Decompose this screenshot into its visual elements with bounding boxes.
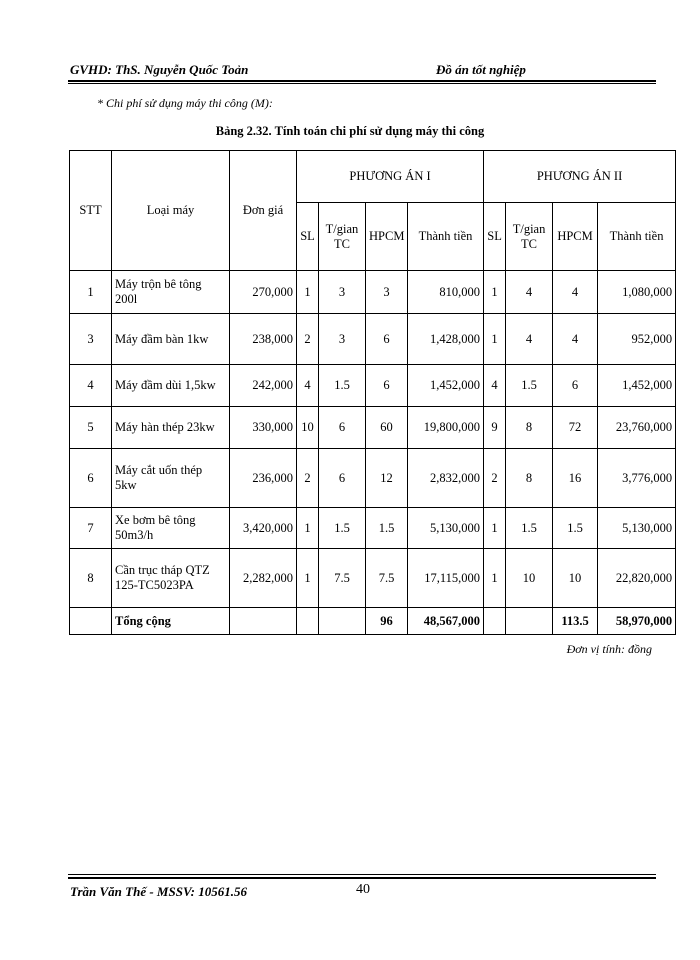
cell-tt2: 22,820,000	[598, 549, 676, 608]
page-header	[70, 62, 654, 80]
header-rule-thin	[68, 83, 656, 84]
cell-t2: 1.5	[506, 365, 553, 407]
cell-tt2: 5,130,000	[598, 508, 676, 549]
cell-sl2: 2	[484, 449, 506, 508]
cell-h1: 12	[366, 449, 408, 508]
col-thanh-tien-1: Thành tiền	[408, 203, 484, 271]
cell-t1: 6	[319, 449, 366, 508]
col-sl-1: SL	[297, 203, 319, 271]
footer-rule	[68, 877, 656, 879]
footer-rule-thin	[68, 874, 656, 875]
cell-h2: 1.5	[553, 508, 598, 549]
cell-stt: 5	[70, 407, 112, 449]
total-hpcm-2: 113.5	[553, 608, 598, 635]
header-doc-title: Đồ án tốt nghiệp	[436, 62, 526, 77]
cell-empty	[484, 608, 506, 635]
cell-t2: 10	[506, 549, 553, 608]
cell-sl1: 1	[297, 271, 319, 314]
cell-t2: 8	[506, 449, 553, 508]
page-number: 40	[356, 882, 370, 897]
cell-h1: 1.5	[366, 508, 408, 549]
cell-tt2: 1,080,000	[598, 271, 676, 314]
cell-tt1: 17,115,000	[408, 549, 484, 608]
cell-name: Xe bơm bê tông 50m3/h	[112, 508, 230, 549]
cell-stt: 3	[70, 314, 112, 365]
col-tgian-2: T/gian TC	[506, 203, 553, 271]
cell-name: Cần trục tháp QTZ 125-TC5023PA	[112, 549, 230, 608]
total-hpcm-1: 96	[366, 608, 408, 635]
cell-h2: 72	[553, 407, 598, 449]
cell-tt2: 1,452,000	[598, 365, 676, 407]
cell-sl1: 10	[297, 407, 319, 449]
cell-h1: 6	[366, 365, 408, 407]
cell-sl2: 9	[484, 407, 506, 449]
cell-stt: 7	[70, 508, 112, 549]
col-thanh-tien-2: Thành tiền	[598, 203, 676, 271]
cell-h2: 6	[553, 365, 598, 407]
cell-name: Máy đầm bàn 1kw	[112, 314, 230, 365]
col-hpcm-2: HPCM	[553, 203, 598, 271]
cell-stt: 1	[70, 271, 112, 314]
cell-sl1: 1	[297, 549, 319, 608]
header-rule	[68, 80, 656, 82]
cell-sl2: 1	[484, 549, 506, 608]
cell-tt1: 2,832,000	[408, 449, 484, 508]
cell-tt1: 5,130,000	[408, 508, 484, 549]
cell-tt2: 3,776,000	[598, 449, 676, 508]
cell-tt2: 952,000	[598, 314, 676, 365]
cell-t2: 1.5	[506, 508, 553, 549]
cell-price: 236,000	[230, 449, 297, 508]
cell-h2: 4	[553, 314, 598, 365]
cell-t1: 1.5	[319, 508, 366, 549]
cell-price: 2,282,000	[230, 549, 297, 608]
cell-t1: 1.5	[319, 365, 366, 407]
table-row	[70, 549, 676, 608]
cell-name: Máy cắt uốn thép 5kw	[112, 449, 230, 508]
table-row	[70, 407, 676, 449]
cell-name: Máy đầm dùi 1,5kw	[112, 365, 230, 407]
unit-note: Đơn vị tính: đồng	[566, 642, 652, 656]
cell-sl2: 1	[484, 271, 506, 314]
cell-empty	[506, 608, 553, 635]
cell-t2: 4	[506, 271, 553, 314]
table-row	[70, 365, 676, 407]
cell-t1: 7.5	[319, 549, 366, 608]
col-phuong-an-2: PHƯƠNG ÁN II	[484, 151, 676, 203]
cell-h2: 4	[553, 271, 598, 314]
section-subtitle: * Chi phí sử dụng máy thi công (M):	[97, 96, 273, 110]
cell-tt1: 1,428,000	[408, 314, 484, 365]
table-caption: Bảng 2.32. Tính toán chi phí sử dụng máy thi công	[215, 124, 485, 138]
cell-h1: 6	[366, 314, 408, 365]
cell-tt2: 23,760,000	[598, 407, 676, 449]
machine-cost-table	[69, 150, 676, 635]
total-thanh-tien-1: 48,567,000	[408, 608, 484, 635]
cell-sl2: 1	[484, 508, 506, 549]
cell-t1: 3	[319, 314, 366, 365]
col-don-gia: Đơn giá	[230, 151, 297, 271]
cell-sl2: 1	[484, 314, 506, 365]
cell-tt1: 810,000	[408, 271, 484, 314]
cell-price: 242,000	[230, 365, 297, 407]
cell-sl1: 2	[297, 314, 319, 365]
total-thanh-tien-2: 58,970,000	[598, 608, 676, 635]
col-stt: STT	[70, 151, 112, 271]
col-sl-2: SL	[484, 203, 506, 271]
cell-t2: 8	[506, 407, 553, 449]
cell-h1: 3	[366, 271, 408, 314]
cell-sl1: 1	[297, 508, 319, 549]
col-loai-may: Loại máy	[112, 151, 230, 271]
cell-h1: 7.5	[366, 549, 408, 608]
table-row	[70, 314, 676, 365]
cell-name: Máy hàn thép 23kw	[112, 407, 230, 449]
cell-t1: 6	[319, 407, 366, 449]
total-row	[70, 608, 676, 635]
table-row	[70, 449, 676, 508]
cell-price: 330,000	[230, 407, 297, 449]
cell-price: 270,000	[230, 271, 297, 314]
col-hpcm-1: HPCM	[366, 203, 408, 271]
cell-empty	[319, 608, 366, 635]
cell-price: 238,000	[230, 314, 297, 365]
header-advisor: GVHD: ThS. Nguyễn Quốc Toản	[70, 62, 249, 77]
cell-stt: 8	[70, 549, 112, 608]
cell-sl2: 4	[484, 365, 506, 407]
col-phuong-an-1: PHƯƠNG ÁN I	[297, 151, 484, 203]
cell-sl1: 2	[297, 449, 319, 508]
cell-price: 3,420,000	[230, 508, 297, 549]
cell-stt: 6	[70, 449, 112, 508]
total-label: Tổng cộng	[112, 608, 230, 635]
cell-t2: 4	[506, 314, 553, 365]
cell-stt-empty	[70, 608, 112, 635]
cell-h2: 16	[553, 449, 598, 508]
footer-author: Trần Văn Thế - MSSV: 10561.56	[70, 884, 247, 899]
col-tgian-1: T/gian TC	[319, 203, 366, 271]
cell-empty	[297, 608, 319, 635]
table-row	[70, 271, 676, 314]
cell-t1: 3	[319, 271, 366, 314]
cell-h1: 60	[366, 407, 408, 449]
cell-tt1: 19,800,000	[408, 407, 484, 449]
cell-sl1: 4	[297, 365, 319, 407]
cell-empty	[230, 608, 297, 635]
cell-stt: 4	[70, 365, 112, 407]
cell-tt1: 1,452,000	[408, 365, 484, 407]
cell-h2: 10	[553, 549, 598, 608]
table-row	[70, 508, 676, 549]
cell-name: Máy trộn bê tông 200l	[112, 271, 230, 314]
